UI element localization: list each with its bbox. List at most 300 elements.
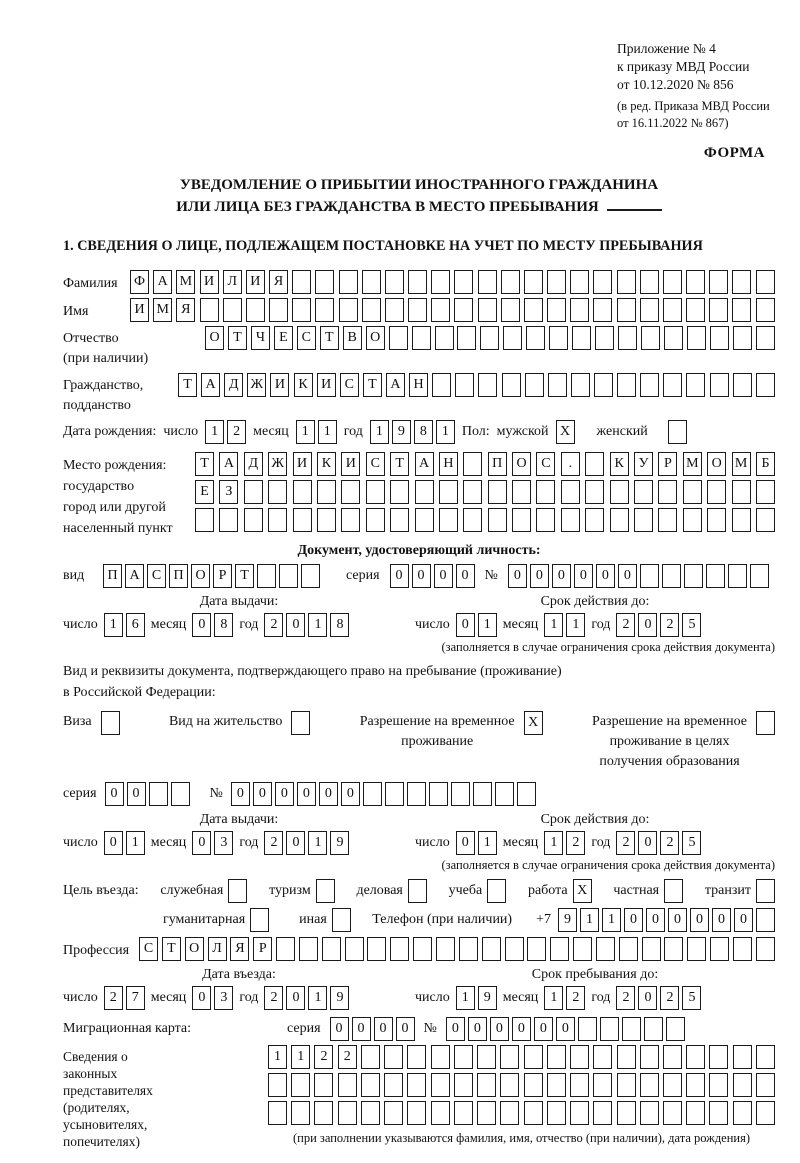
char-cell[interactable]: Я [230, 937, 249, 961]
char-cell[interactable] [570, 1101, 589, 1125]
profession-cells[interactable] [139, 937, 775, 961]
char-cell[interactable]: 0 [624, 908, 643, 932]
char-cell[interactable]: Н [439, 452, 458, 476]
char-cell[interactable]: Л [223, 270, 242, 294]
char-cell[interactable]: 2 [338, 1045, 357, 1069]
char-cell[interactable] [570, 298, 589, 322]
char-cell[interactable]: 0 [192, 831, 211, 855]
char-cell[interactable]: С [147, 564, 166, 588]
char-cell[interactable] [244, 480, 263, 504]
char-cell[interactable]: 5 [682, 831, 701, 855]
char-cell[interactable]: 1 [291, 1045, 310, 1069]
char-cell[interactable] [756, 937, 775, 961]
char-cell[interactable]: 6 [126, 613, 145, 637]
char-cell[interactable] [617, 270, 636, 294]
char-cell[interactable]: 1 [544, 613, 563, 637]
char-cell[interactable] [384, 1045, 403, 1069]
char-cell[interactable]: Т [162, 937, 181, 961]
char-cell[interactable] [710, 373, 729, 397]
char-cell[interactable]: 2 [104, 986, 123, 1010]
char-cell[interactable] [526, 326, 545, 350]
char-cell[interactable] [268, 1101, 287, 1125]
char-cell[interactable] [524, 1101, 543, 1125]
char-cell[interactable] [525, 373, 544, 397]
char-cell[interactable] [733, 373, 752, 397]
char-cell[interactable] [363, 782, 382, 806]
char-cell[interactable]: Я [176, 298, 195, 322]
char-cell[interactable]: К [294, 373, 313, 397]
char-cell[interactable] [600, 1017, 619, 1041]
char-cell[interactable]: Л [208, 937, 227, 961]
identity-issue-month-cells[interactable] [192, 613, 233, 637]
char-cell[interactable] [549, 326, 568, 350]
char-cell[interactable]: Ф [130, 270, 149, 294]
char-cell[interactable] [246, 298, 265, 322]
char-cell[interactable]: 2 [264, 613, 283, 637]
char-cell[interactable] [390, 508, 409, 532]
char-cell[interactable] [683, 480, 702, 504]
char-cell[interactable] [478, 373, 497, 397]
stay-doc-issue-month-cells[interactable] [192, 831, 233, 855]
identity-valid-year-cells[interactable] [616, 613, 701, 637]
char-cell[interactable] [524, 270, 543, 294]
char-cell[interactable]: М [732, 452, 751, 476]
char-cell[interactable] [570, 1045, 589, 1069]
char-cell[interactable]: О [191, 564, 210, 588]
char-cell[interactable] [367, 937, 386, 961]
char-cell[interactable] [536, 480, 555, 504]
char-cell[interactable]: А [386, 373, 405, 397]
char-cell[interactable]: Е [195, 480, 214, 504]
char-cell[interactable]: 1 [566, 613, 585, 637]
stay-doc-series-cells[interactable] [105, 782, 190, 806]
purpose-study-checkbox[interactable] [487, 879, 506, 903]
char-cell[interactable] [338, 1101, 357, 1125]
char-cell[interactable] [362, 270, 381, 294]
char-cell[interactable] [710, 326, 729, 350]
char-cell[interactable] [223, 298, 242, 322]
char-cell[interactable] [572, 326, 591, 350]
char-cell[interactable] [338, 1073, 357, 1097]
char-cell[interactable] [477, 1101, 496, 1125]
char-cell[interactable] [407, 782, 426, 806]
char-cell[interactable] [640, 564, 659, 588]
char-cell[interactable] [617, 298, 636, 322]
char-cell[interactable] [195, 508, 214, 532]
char-cell[interactable]: 0 [396, 1017, 415, 1041]
char-cell[interactable] [634, 480, 653, 504]
char-cell[interactable]: М [176, 270, 195, 294]
char-cell[interactable] [431, 1045, 450, 1069]
char-cell[interactable] [341, 480, 360, 504]
char-cell[interactable] [664, 937, 683, 961]
char-cell[interactable] [366, 508, 385, 532]
char-cell[interactable] [244, 508, 263, 532]
char-cell[interactable] [301, 564, 320, 588]
char-cell[interactable] [666, 1017, 685, 1041]
char-cell[interactable] [570, 1073, 589, 1097]
char-cell[interactable]: 0 [319, 782, 338, 806]
temp-residence-permit-checkbox[interactable]: X [524, 711, 543, 735]
char-cell[interactable] [548, 373, 567, 397]
char-cell[interactable] [663, 1073, 682, 1097]
char-cell[interactable] [362, 298, 381, 322]
char-cell[interactable] [299, 937, 318, 961]
doc-kind-cells[interactable] [103, 564, 320, 588]
char-cell[interactable] [291, 1101, 310, 1125]
char-cell[interactable]: Р [658, 452, 677, 476]
char-cell[interactable] [686, 1045, 705, 1069]
char-cell[interactable] [617, 1045, 636, 1069]
char-cell[interactable] [709, 1073, 728, 1097]
char-cell[interactable] [314, 1073, 333, 1097]
char-cell[interactable] [408, 270, 427, 294]
char-cell[interactable] [317, 508, 336, 532]
char-cell[interactable]: 1 [544, 831, 563, 855]
char-cell[interactable]: 7 [126, 986, 145, 1010]
char-cell[interactable] [709, 1101, 728, 1125]
char-cell[interactable]: Е [274, 326, 293, 350]
char-cell[interactable] [257, 564, 276, 588]
char-cell[interactable] [547, 298, 566, 322]
char-cell[interactable] [578, 1017, 597, 1041]
char-cell[interactable]: 0 [456, 613, 475, 637]
char-cell[interactable]: 1 [318, 420, 337, 444]
migration-number-cells[interactable] [446, 1017, 685, 1041]
char-cell[interactable]: 2 [616, 831, 635, 855]
char-cell[interactable]: 0 [390, 564, 409, 588]
purpose-tourism-checkbox[interactable] [316, 879, 335, 903]
char-cell[interactable]: 0 [596, 564, 615, 588]
stay-doc-issue-day-cells[interactable] [104, 831, 145, 855]
female-checkbox[interactable] [668, 420, 687, 444]
char-cell[interactable] [756, 298, 775, 322]
char-cell[interactable]: 0 [690, 908, 709, 932]
char-cell[interactable] [547, 1101, 566, 1125]
char-cell[interactable]: Т [390, 452, 409, 476]
birth-month-cells[interactable] [296, 420, 337, 444]
char-cell[interactable]: Т [320, 326, 339, 350]
char-cell[interactable] [710, 937, 729, 961]
char-cell[interactable] [640, 373, 659, 397]
char-cell[interactable] [454, 1045, 473, 1069]
char-cell[interactable] [585, 452, 604, 476]
char-cell[interactable] [756, 1101, 775, 1125]
birth-day-cells[interactable] [205, 420, 246, 444]
char-cell[interactable] [709, 1045, 728, 1069]
char-cell[interactable]: . [561, 452, 580, 476]
char-cell[interactable] [687, 326, 706, 350]
char-cell[interactable] [292, 270, 311, 294]
char-cell[interactable]: 3 [214, 831, 233, 855]
char-cell[interactable]: 1 [308, 613, 327, 637]
char-cell[interactable]: 2 [566, 831, 585, 855]
char-cell[interactable]: 1 [478, 613, 497, 637]
char-cell[interactable] [431, 298, 450, 322]
char-cell[interactable] [634, 508, 653, 532]
char-cell[interactable] [407, 1101, 426, 1125]
char-cell[interactable]: 0 [712, 908, 731, 932]
birth-place-row2-cells[interactable] [195, 480, 775, 504]
char-cell[interactable] [454, 270, 473, 294]
char-cell[interactable]: Р [253, 937, 272, 961]
char-cell[interactable]: Т [195, 452, 214, 476]
char-cell[interactable] [322, 937, 341, 961]
char-cell[interactable]: 0 [286, 613, 305, 637]
char-cell[interactable] [315, 298, 334, 322]
char-cell[interactable] [345, 937, 364, 961]
char-cell[interactable] [268, 508, 287, 532]
char-cell[interactable] [756, 508, 775, 532]
char-cell[interactable] [593, 1101, 612, 1125]
char-cell[interactable]: М [153, 298, 172, 322]
char-cell[interactable] [431, 270, 450, 294]
char-cell[interactable] [707, 508, 726, 532]
char-cell[interactable] [593, 1045, 612, 1069]
char-cell[interactable] [595, 326, 614, 350]
char-cell[interactable]: 0 [638, 613, 657, 637]
char-cell[interactable]: 0 [330, 1017, 349, 1041]
representatives-row2-cells[interactable] [268, 1073, 775, 1097]
char-cell[interactable]: П [488, 452, 507, 476]
char-cell[interactable] [463, 480, 482, 504]
char-cell[interactable]: 0 [574, 564, 593, 588]
char-cell[interactable]: 1 [268, 1045, 287, 1069]
migration-series-cells[interactable] [330, 1017, 415, 1041]
char-cell[interactable] [390, 937, 409, 961]
purpose-private-checkbox[interactable] [664, 879, 683, 903]
char-cell[interactable] [663, 270, 682, 294]
char-cell[interactable] [279, 564, 298, 588]
char-cell[interactable] [594, 373, 613, 397]
purpose-work-checkbox[interactable]: X [573, 879, 592, 903]
char-cell[interactable]: Р [213, 564, 232, 588]
char-cell[interactable]: 3 [214, 986, 233, 1010]
char-cell[interactable]: 1 [436, 420, 455, 444]
char-cell[interactable]: Т [235, 564, 254, 588]
char-cell[interactable]: 1 [580, 908, 599, 932]
char-cell[interactable]: 0 [552, 564, 571, 588]
char-cell[interactable] [686, 373, 705, 397]
char-cell[interactable]: У [634, 452, 653, 476]
char-cell[interactable]: 0 [286, 831, 305, 855]
char-cell[interactable]: Д [244, 452, 263, 476]
char-cell[interactable]: 0 [512, 1017, 531, 1041]
char-cell[interactable] [732, 508, 751, 532]
char-cell[interactable] [276, 937, 295, 961]
char-cell[interactable] [524, 298, 543, 322]
char-cell[interactable] [415, 508, 434, 532]
char-cell[interactable]: С [340, 373, 359, 397]
char-cell[interactable] [219, 508, 238, 532]
char-cell[interactable]: А [219, 452, 238, 476]
char-cell[interactable] [317, 480, 336, 504]
char-cell[interactable]: В [343, 326, 362, 350]
char-cell[interactable] [412, 326, 431, 350]
char-cell[interactable] [593, 298, 612, 322]
char-cell[interactable] [641, 326, 660, 350]
char-cell[interactable] [384, 1101, 403, 1125]
char-cell[interactable]: 0 [104, 831, 123, 855]
char-cell[interactable]: 0 [446, 1017, 465, 1041]
char-cell[interactable] [361, 1073, 380, 1097]
stay-doc-number-cells[interactable] [231, 782, 536, 806]
char-cell[interactable]: 9 [330, 986, 349, 1010]
char-cell[interactable] [455, 373, 474, 397]
char-cell[interactable]: 0 [253, 782, 272, 806]
char-cell[interactable] [732, 270, 751, 294]
char-cell[interactable]: С [139, 937, 158, 961]
char-cell[interactable] [640, 1073, 659, 1097]
char-cell[interactable] [527, 937, 546, 961]
char-cell[interactable] [619, 937, 638, 961]
char-cell[interactable]: Т [363, 373, 382, 397]
char-cell[interactable]: 1 [308, 986, 327, 1010]
char-cell[interactable] [622, 1017, 641, 1041]
char-cell[interactable]: О [205, 326, 224, 350]
char-cell[interactable] [642, 937, 661, 961]
char-cell[interactable]: А [415, 452, 434, 476]
char-cell[interactable]: 9 [558, 908, 577, 932]
char-cell[interactable] [640, 1045, 659, 1069]
char-cell[interactable] [733, 1101, 752, 1125]
char-cell[interactable]: П [103, 564, 122, 588]
char-cell[interactable]: 0 [556, 1017, 575, 1041]
stay-doc-valid-month-cells[interactable] [544, 831, 585, 855]
char-cell[interactable] [550, 937, 569, 961]
char-cell[interactable] [477, 1045, 496, 1069]
char-cell[interactable]: 0 [468, 1017, 487, 1041]
char-cell[interactable] [268, 1073, 287, 1097]
char-cell[interactable] [339, 270, 358, 294]
char-cell[interactable] [733, 1045, 752, 1069]
char-cell[interactable] [686, 270, 705, 294]
char-cell[interactable]: 1 [478, 831, 497, 855]
char-cell[interactable] [561, 508, 580, 532]
char-cell[interactable] [501, 270, 520, 294]
char-cell[interactable]: 1 [544, 986, 563, 1010]
char-cell[interactable] [617, 1101, 636, 1125]
char-cell[interactable]: 0 [638, 986, 657, 1010]
char-cell[interactable] [644, 1017, 663, 1041]
char-cell[interactable]: 1 [296, 420, 315, 444]
char-cell[interactable]: 0 [352, 1017, 371, 1041]
char-cell[interactable]: И [341, 452, 360, 476]
char-cell[interactable] [596, 937, 615, 961]
char-cell[interactable]: И [317, 373, 336, 397]
char-cell[interactable] [495, 782, 514, 806]
char-cell[interactable] [293, 508, 312, 532]
char-cell[interactable] [361, 1045, 380, 1069]
char-cell[interactable] [663, 373, 682, 397]
char-cell[interactable]: 2 [566, 986, 585, 1010]
char-cell[interactable] [200, 298, 219, 322]
char-cell[interactable]: 0 [192, 613, 211, 637]
char-cell[interactable]: 9 [330, 831, 349, 855]
doc-number-cells[interactable] [508, 564, 769, 588]
char-cell[interactable]: 0 [297, 782, 316, 806]
char-cell[interactable] [505, 937, 524, 961]
male-checkbox[interactable]: X [556, 420, 575, 444]
identity-issue-year-cells[interactable] [264, 613, 349, 637]
char-cell[interactable]: И [246, 270, 265, 294]
purpose-transit-checkbox[interactable] [756, 879, 775, 903]
char-cell[interactable] [463, 508, 482, 532]
stay-doc-valid-day-cells[interactable] [456, 831, 497, 855]
char-cell[interactable] [593, 270, 612, 294]
char-cell[interactable] [571, 373, 590, 397]
char-cell[interactable] [407, 1045, 426, 1069]
char-cell[interactable]: И [130, 298, 149, 322]
char-cell[interactable]: К [317, 452, 336, 476]
char-cell[interactable] [732, 298, 751, 322]
char-cell[interactable] [610, 508, 629, 532]
char-cell[interactable] [501, 298, 520, 322]
phone-cells[interactable] [558, 908, 775, 932]
char-cell[interactable] [478, 298, 497, 322]
char-cell[interactable]: 5 [682, 986, 701, 1010]
char-cell[interactable]: 0 [412, 564, 431, 588]
char-cell[interactable] [585, 508, 604, 532]
char-cell[interactable]: 0 [456, 564, 475, 588]
char-cell[interactable] [293, 480, 312, 504]
char-cell[interactable]: О [185, 937, 204, 961]
representatives-row1-cells[interactable] [268, 1045, 775, 1069]
char-cell[interactable]: С [297, 326, 316, 350]
char-cell[interactable] [439, 480, 458, 504]
char-cell[interactable] [610, 480, 629, 504]
char-cell[interactable] [366, 480, 385, 504]
char-cell[interactable]: 0 [374, 1017, 393, 1041]
char-cell[interactable] [503, 326, 522, 350]
char-cell[interactable]: 1 [308, 831, 327, 855]
char-cell[interactable] [547, 1073, 566, 1097]
char-cell[interactable] [709, 298, 728, 322]
char-cell[interactable]: П [169, 564, 188, 588]
char-cell[interactable] [432, 373, 451, 397]
char-cell[interactable] [517, 782, 536, 806]
char-cell[interactable]: Ж [247, 373, 266, 397]
char-cell[interactable] [536, 508, 555, 532]
char-cell[interactable]: А [201, 373, 220, 397]
char-cell[interactable] [454, 298, 473, 322]
char-cell[interactable]: З [219, 480, 238, 504]
char-cell[interactable]: Ч [251, 326, 270, 350]
char-cell[interactable]: 2 [616, 613, 635, 637]
char-cell[interactable]: 0 [646, 908, 665, 932]
char-cell[interactable]: С [366, 452, 385, 476]
char-cell[interactable] [756, 373, 775, 397]
char-cell[interactable] [341, 508, 360, 532]
char-cell[interactable] [617, 373, 636, 397]
char-cell[interactable] [658, 508, 677, 532]
char-cell[interactable]: 1 [370, 420, 389, 444]
char-cell[interactable]: 1 [126, 831, 145, 855]
char-cell[interactable] [733, 1073, 752, 1097]
char-cell[interactable]: 0 [618, 564, 637, 588]
char-cell[interactable] [457, 326, 476, 350]
stay-until-day-cells[interactable] [456, 986, 497, 1010]
char-cell[interactable]: 0 [192, 986, 211, 1010]
char-cell[interactable]: 0 [530, 564, 549, 588]
representatives-row3-cells[interactable] [268, 1101, 775, 1125]
char-cell[interactable]: 0 [490, 1017, 509, 1041]
char-cell[interactable]: О [512, 452, 531, 476]
visa-checkbox[interactable] [101, 711, 120, 735]
char-cell[interactable]: 5 [682, 613, 701, 637]
purpose-humanitarian-checkbox[interactable] [250, 908, 269, 932]
char-cell[interactable] [756, 908, 775, 932]
